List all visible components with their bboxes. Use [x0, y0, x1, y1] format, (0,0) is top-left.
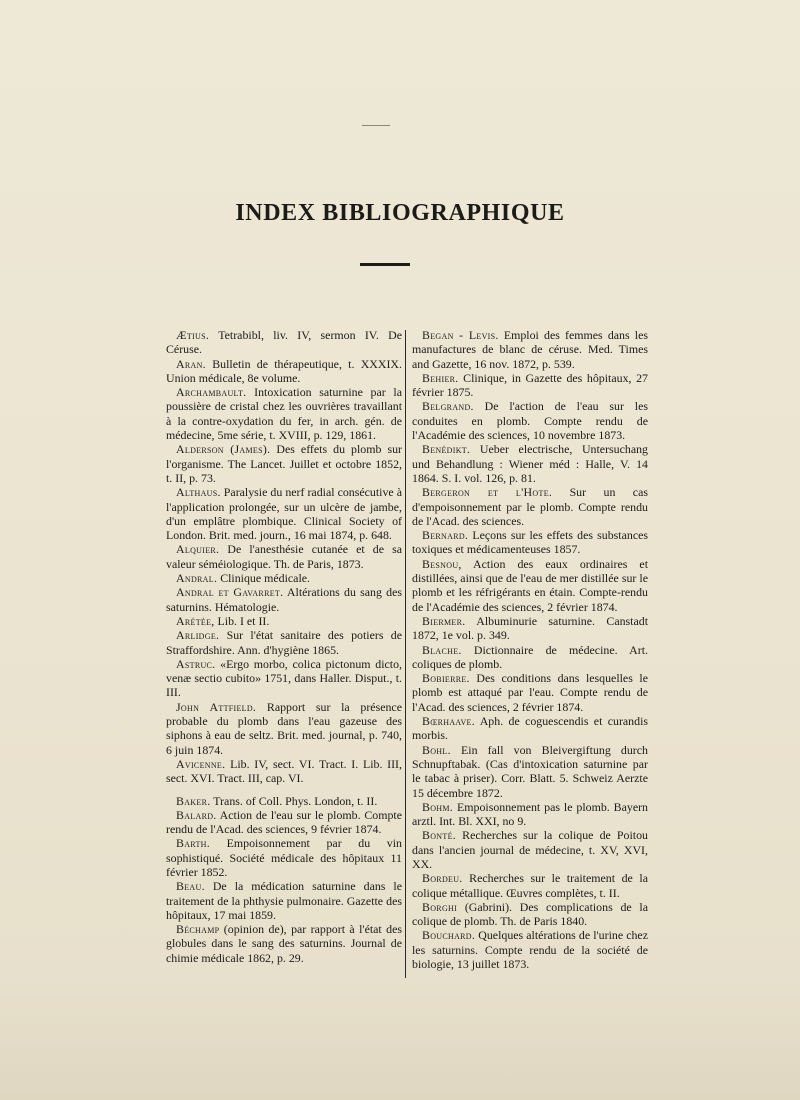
entry-text: Action des eaux ordinaires et distillées, ainsi que de l'eau de mer distillée sur le plomb et les réfrigérants en étain. Compte-rendu de l'Académie des sciences, 2 février 1874.	[412, 556, 648, 614]
bibliography-entry	[412, 328, 648, 371]
right-column	[412, 328, 648, 971]
bibliography-entry	[166, 485, 402, 542]
entry-author: Arlidge.	[176, 628, 220, 643]
bibliography-entry	[412, 485, 648, 528]
entry-author: Ætius.	[176, 328, 210, 342]
bibliography-entry	[166, 757, 402, 786]
entry-text: (Gabrini). Des complications de la colique de plomb. Th. de Paris 1840.	[412, 899, 648, 929]
entry-author: Borghi	[422, 899, 458, 914]
bibliography-entry	[412, 671, 648, 714]
bibliography-entry	[166, 794, 402, 808]
entry-text: Rapport sur la présence probable du plomb dans l'eau gazeuse des siphons à eau de seltz. Brit. med. journal, p. 740, 6 juin 1874.	[166, 699, 402, 757]
entry-author: Behier.	[422, 370, 459, 385]
entry-author: Began - Levis.	[422, 328, 499, 342]
bibliography-entry	[166, 542, 402, 571]
entry-text: Recherches sur le traitement de la colique métallique. Œuvres complètes, t. II.	[412, 871, 648, 900]
entry-author: Bergeron et l'Hote.	[422, 485, 553, 500]
bibliography-entry	[166, 808, 402, 837]
entry-author: Althaus.	[176, 485, 221, 500]
entry-author: Biermer.	[422, 613, 466, 628]
entry-author: Astruc.	[176, 656, 216, 671]
bibliography-entry	[412, 557, 648, 614]
entry-text: Empoisonnement pas le plomb. Bayern arztl. Int. Bl. XXI, no 9.	[412, 799, 648, 829]
entry-author: Avicenne.	[176, 756, 226, 771]
entry-author: Alquier.	[176, 542, 220, 557]
bibliography-entry	[166, 700, 402, 757]
entry-text: Ueber electrische, Untersuchang und Behandlung : Wiener méd : Halle, V. 14 1864. S. I. vol. 126, p. 81.	[412, 442, 648, 485]
entry-author: Andral.	[176, 571, 218, 586]
entry-author: Archambault.	[176, 385, 247, 400]
bibliography-entry	[412, 900, 648, 929]
entry-text: Des conditions dans lesquelles le plomb est attaqué par l'eau. Compte rendu de l'Acad. des sciences, 2 février 1874.	[412, 671, 648, 714]
entry-author: Balard.	[176, 807, 217, 822]
bibliography-entry	[166, 657, 402, 700]
entry-text: Emploi des femmes dans les manufactures de blanc de céruse. Med. Times and Gazette, 16 nov. 1872, p. 539.	[412, 328, 648, 371]
entry-author: Barth.	[176, 836, 211, 851]
bibliography-entry	[166, 628, 402, 657]
entry-text: De l'anesthésie cutanée et de sa valeur séméiologique. Th. de Paris, 1873.	[166, 542, 402, 571]
title-rule	[360, 263, 410, 266]
entry-text: Clinique médicale.	[217, 571, 311, 586]
entry-author: Aran.	[176, 356, 206, 371]
entry-author: Andral et Gavarret.	[176, 585, 284, 600]
entry-author: Beau.	[176, 879, 205, 894]
entry-text: Paralysie du nerf radial consécutive à l'application prolongée, sur un ulcère de jambe, d'un emplâtre plombique. Clinical Society of London. Brit. med. journ., 16 mai 1874, p. 648.	[166, 485, 402, 543]
entry-text: Action de l'eau sur le plomb. Compte rendu de l'Acad. des sciences, 9 février 1874.	[166, 807, 402, 837]
page-title: INDEX BIBLIOGRAPHIQUE	[235, 200, 565, 226]
entry-author: Bohl.	[422, 742, 451, 757]
entry-text: Bulletin de thérapeutique, t. XXXIX. Union médicale, 8e volume.	[166, 356, 402, 385]
column-divider	[405, 330, 406, 978]
entry-text: (opinion de), par rapport à l'état des globules dans le sang des saturnins. Journal de chimie médicale 1862, p. 29.	[166, 922, 402, 965]
bibliography-entry	[166, 614, 402, 628]
bibliography-entry	[166, 585, 402, 614]
entry-author: Bonté.	[422, 828, 457, 843]
entry-text: Ein fall von Bleivergiftung durch Schnupftabak. (Cas d'intoxication saturnine par le tabac à priser). Corr. Blatt. 5. Schweiz Aerzte 15 décembre 1872.	[412, 742, 648, 800]
entry-author: Bouchard.	[422, 928, 476, 943]
entry-author: Arétée,	[176, 613, 215, 628]
entry-text: «Ergo morbo, colica pictonum dicto, venæ sectio cubito» 1751, dans Haller. Disput., t. III.	[166, 656, 402, 700]
header-rule	[362, 125, 390, 126]
entry-text: Leçons sur les effets des substances toxiques et médicamenteuses 1857.	[412, 528, 648, 557]
bibliography-entry	[412, 399, 648, 442]
entry-text: Trans. of Coll. Phys. London, t. II.	[210, 793, 378, 808]
entry-author: Besnou,	[422, 556, 462, 571]
entry-author: Bordeu.	[422, 871, 463, 886]
bibliography-entry	[166, 571, 402, 585]
entry-text: Altérations du sang des saturnins. Hématologie.	[166, 585, 402, 614]
entry-author: Bernard.	[422, 528, 469, 543]
entry-author: Béchamp	[176, 922, 220, 937]
entry-text: Dictionnaire de médecine. Art. coliques de plomb.	[412, 642, 648, 671]
entry-text: Recherches sur la colique de Poitou dans l'ancien journal de médecine, t. XV, XVI, XX.	[412, 828, 648, 871]
bibliography-entry	[166, 328, 402, 357]
bibliography-entry	[412, 614, 648, 643]
entry-author: Bobierre.	[422, 671, 470, 686]
bibliography-entry	[412, 643, 648, 672]
entry-text: De l'action de l'eau sur les conduites en plomb. Compte rendu de l'Académie des sciences, 10 novembre 1873.	[412, 399, 648, 443]
bibliography-entry	[412, 743, 648, 800]
bibliography-entry	[412, 371, 648, 400]
entry-text: Intoxication saturnine par la poussière de cristal chez les ouvrières travaillant à la contre-oxydation du fer, in arch. gén. de médecine, 5me série, t. XVIII, p. 129, 1861.	[166, 385, 402, 443]
entry-author: Alderson (James).	[176, 442, 271, 457]
bibliography-entry	[412, 442, 648, 485]
bibliography-entry	[412, 528, 648, 557]
bibliography-entry	[412, 928, 648, 971]
entry-text: Aph. de coguescendis et curandis morbis.	[412, 714, 648, 743]
bibliography-entry	[166, 922, 402, 965]
entry-text: Sur un cas d'empoisonnement par le plomb. Compte rendu de l'Acad. des sciences.	[412, 485, 648, 528]
bibliography-entry	[412, 800, 648, 829]
left-column	[166, 328, 402, 965]
bibliography-entry	[412, 828, 648, 871]
entry-author: Bœrhaave.	[422, 714, 476, 729]
entry-text: Quelques altérations de l'urine chez les saturnins. Compte rendu de la société de biologie, 13 juillet 1873.	[412, 928, 648, 972]
entry-text: Sur l'état sanitaire des potiers de Straffordshire. Ann. d'hygiène 1865.	[166, 628, 402, 657]
bibliography-entry	[166, 385, 402, 442]
entry-author: Belgrand.	[422, 399, 474, 414]
bibliography-entry	[166, 879, 402, 922]
entry-author: John Attfield.	[176, 699, 257, 714]
entry-text: Albuminurie saturnine. Canstadt 1872, 1e vol. p. 349.	[412, 613, 648, 643]
bibliography-entry	[166, 357, 402, 386]
entry-text: Clinique, in Gazette des hôpitaux, 27 février 1875.	[412, 370, 648, 400]
entry-author: Bohm.	[422, 799, 454, 814]
bibliography-entry	[166, 442, 402, 485]
entry-text: Lib. I et II.	[214, 613, 270, 628]
entry-text: Des effets du plomb sur l'organisme. The Lancet. Juillet et octobre 1852, t. II, p. 73.	[166, 442, 403, 485]
entry-author: Baker.	[176, 793, 211, 808]
bibliography-entry	[166, 836, 402, 879]
entry-text: Lib. IV, sect. VI. Tract. I. Lib. III, sect. XVI. Tract. III, cap. VI.	[166, 756, 402, 786]
entry-text: De la médication saturnine dans le traitement de la phthysie pulmonaire. Gazette des hôpitaux, 17 mai 1859.	[166, 879, 402, 922]
entry-author: Benédikt.	[422, 442, 471, 457]
bibliography-entry	[412, 714, 648, 743]
bibliography-entry	[412, 871, 648, 900]
entry-author: Blache.	[422, 642, 462, 657]
entry-text: Empoisonnement par du vin sophistiqué. Société médicale des hôpitaux 11 février 1852.	[166, 836, 402, 879]
entry-text: Tetrabibl, liv. IV, sermon IV. De Céruse.	[166, 328, 402, 357]
